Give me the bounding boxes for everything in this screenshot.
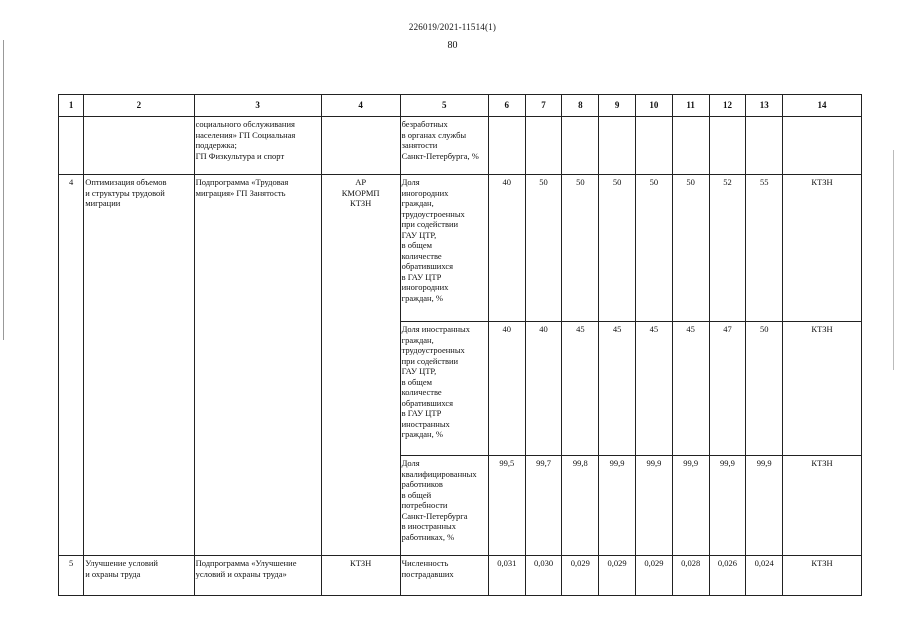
value-cell: 50	[672, 175, 709, 322]
value-cell: 99,7	[525, 456, 562, 556]
column-header: 3	[194, 95, 321, 117]
value-cell: 50	[635, 175, 672, 322]
value-cell: 40	[525, 322, 562, 456]
column-header: 2	[84, 95, 194, 117]
value-cell: 0,028	[672, 556, 709, 596]
table-row	[59, 175, 862, 322]
scan-edge-mark	[3, 40, 4, 340]
value-cell: 50	[746, 322, 783, 456]
value-cell: 99,5	[488, 456, 525, 556]
responsible-cell: КТЗН	[783, 175, 862, 322]
value-cell: 45	[599, 322, 636, 456]
row-number: 5	[59, 556, 84, 596]
goal-cell: Улучшение условий и охраны труда	[84, 556, 194, 596]
value-cell: 50	[599, 175, 636, 322]
column-header: 13	[746, 95, 783, 117]
value-cell: 99,9	[709, 456, 746, 556]
row-number: 4	[59, 175, 84, 556]
responsible-cell: КТЗН	[783, 456, 862, 556]
column-header: 6	[488, 95, 525, 117]
indicators-table	[58, 94, 862, 596]
value-cell: 0,030	[525, 556, 562, 596]
program-cell: Подпрограмма «Улучшение условий и охраны труда»	[194, 556, 321, 596]
indicator-cell: Численность пострадавших	[400, 556, 488, 596]
value-cell: 0,031	[488, 556, 525, 596]
indicator-cell: Доля иностранных граждан, трудоустроенных при содействии ГАУ ЦТР, в общем количестве обратившихся в ГАУ ЦТР иностранных граждан, %	[400, 322, 488, 456]
value-cell: 45	[562, 322, 599, 456]
scan-edge-mark	[893, 150, 894, 370]
column-header: 8	[562, 95, 599, 117]
value-cell: 99,9	[672, 456, 709, 556]
value-cell: 99,9	[746, 456, 783, 556]
value-cell: 45	[672, 322, 709, 456]
value-cell: 99,8	[562, 456, 599, 556]
continuation-row	[59, 117, 862, 175]
executors-cell: КТЗН	[321, 556, 400, 596]
responsible-cell: КТЗН	[783, 322, 862, 456]
column-header: 11	[672, 95, 709, 117]
document-code: 226019/2021-11514(1)	[408, 22, 497, 32]
indicator-cell: Доля квалифицированных работников в общей потребности Санкт-Петербурга в иностранных работниках, %	[400, 456, 488, 556]
column-header: 9	[599, 95, 636, 117]
value-cell: 99,9	[599, 456, 636, 556]
value-cell: 40	[488, 175, 525, 322]
column-header: 10	[635, 95, 672, 117]
column-header: 4	[321, 95, 400, 117]
program-cell: социального обслуживания населения» ГП Социальная поддержка; ГП Физкультура и спорт	[194, 117, 321, 175]
column-header: 14	[783, 95, 862, 117]
value-cell: 0,026	[709, 556, 746, 596]
goal-cell: Оптимизация объемов и структуры трудовой миграции	[84, 175, 194, 556]
column-header: 12	[709, 95, 746, 117]
page-number: 80	[447, 40, 458, 51]
value-cell: 0,029	[635, 556, 672, 596]
column-number-row	[59, 95, 862, 117]
value-cell: 47	[709, 322, 746, 456]
responsible-cell: КТЗН	[783, 556, 862, 596]
value-cell: 50	[562, 175, 599, 322]
value-cell: 55	[746, 175, 783, 322]
value-cell: 0,024	[746, 556, 783, 596]
executors-cell: АР КМОРМП КТЗН	[321, 175, 400, 556]
value-cell: 0,029	[562, 556, 599, 596]
table-row	[59, 556, 862, 596]
value-cell: 45	[635, 322, 672, 456]
indicator-cell: безработных в органах службы занятости Санкт-Петербурга, %	[400, 117, 488, 175]
column-header: 7	[525, 95, 562, 117]
value-cell: 50	[525, 175, 562, 322]
indicator-cell: Доля иногородних граждан, трудоустроенных при содействии ГАУ ЦТР, в общем количестве обратившихся в ГАУ ЦТР иногородних граждан, %	[400, 175, 488, 322]
value-cell: 0,029	[599, 556, 636, 596]
value-cell: 52	[709, 175, 746, 322]
column-header: 1	[59, 95, 84, 117]
value-cell: 99,9	[635, 456, 672, 556]
program-cell: Подпрограмма «Трудовая миграция» ГП Занятость	[194, 175, 321, 556]
value-cell: 40	[488, 322, 525, 456]
column-header: 5	[400, 95, 488, 117]
